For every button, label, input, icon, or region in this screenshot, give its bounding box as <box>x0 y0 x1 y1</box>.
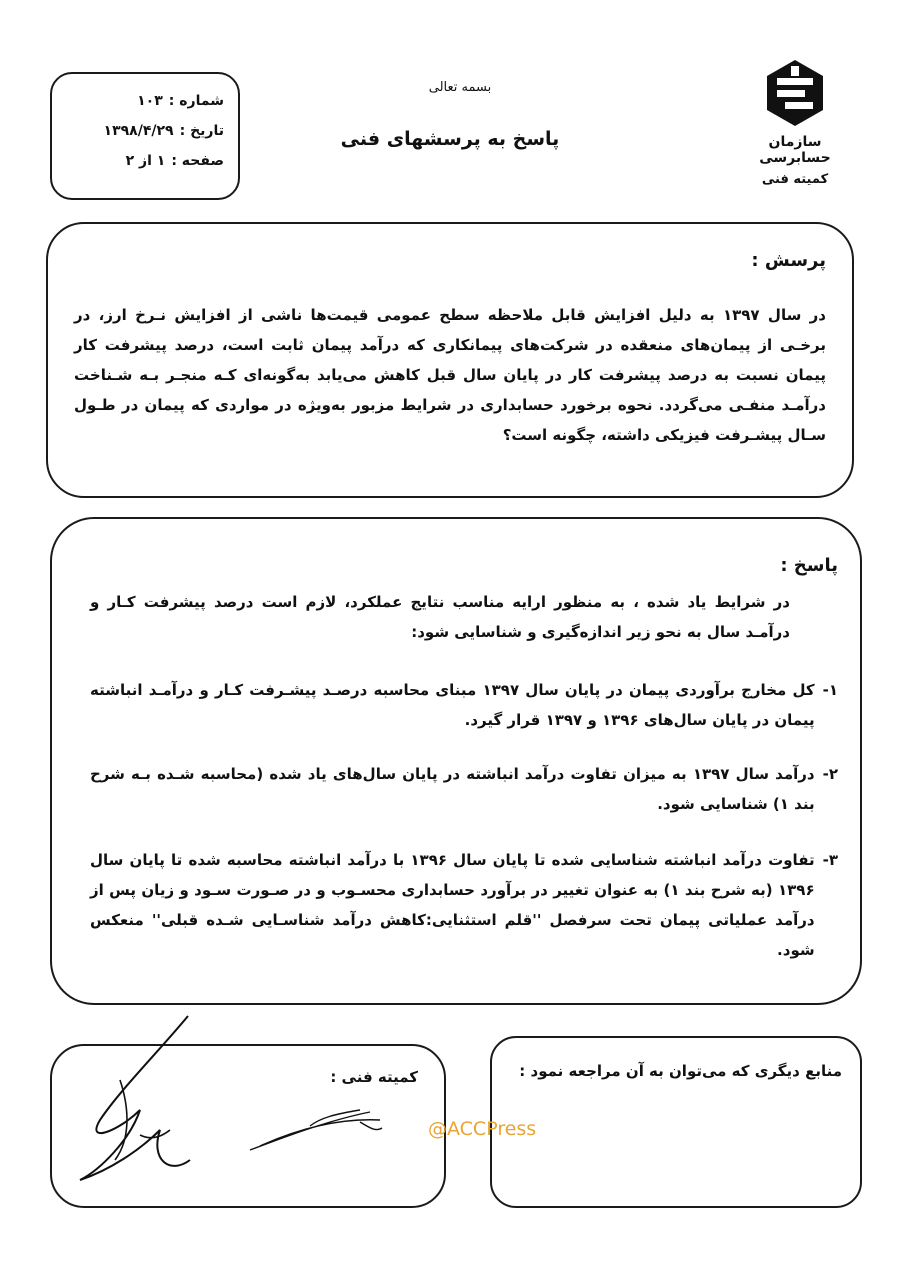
question-heading: پرسش : <box>751 250 826 271</box>
other-sources-box <box>490 1036 862 1208</box>
document-date <box>62 116 224 146</box>
audit-organization-logo-icon <box>763 58 827 128</box>
answer-box <box>50 517 862 1005</box>
number-value: ۱۰۳ <box>137 93 163 109</box>
document-number <box>62 86 224 116</box>
answer-heading: پاسخ : <box>780 555 838 576</box>
answer-intro: در شرایط یاد شده ، به منظور ارایه مناسب نتایج عملکرد، لازم است درصد پیشرفت کـار و درآمـد سال به نحو زیر اندازه‌گیری و شناسایی شود: <box>90 593 790 641</box>
page-title: پاسخ به پرسشهای فنی <box>340 128 560 150</box>
page-value: ۱ از ۲ <box>125 153 166 169</box>
watermark: @ACCPress <box>428 1118 537 1140</box>
question-box <box>46 222 854 498</box>
answer-item-number: ۳- <box>822 851 838 869</box>
answer-item-text: کل مخارج برآوردی پیمان در پایان سال ۱۳۹۷ مبنای محاسبه درصـد پیشـرفت کـار و درآمـد انباشته پیمان در پایان سال‌های ۱۳۹۶ و ۱۳۹۷ قرار گیرد. <box>90 681 815 729</box>
answer-item-number: ۱- <box>822 681 838 699</box>
organization-name: سازمان حسابرسی <box>759 134 831 166</box>
document-meta-box <box>50 72 240 200</box>
organization-department: کمیته فنی <box>761 172 829 187</box>
answer-item-text: درآمد سال ۱۳۹۷ به میزان تفاوت درآمد انباشته در پایان سال‌های یاد شده (محاسبه شـده بـه شرح بند ۱) شناسایی شود. <box>90 765 815 813</box>
document-page <box>62 146 224 176</box>
date-value: ۱۳۹۸/۴/۲۹ <box>103 123 174 139</box>
number-label: شماره : <box>168 93 224 109</box>
answer-item <box>90 675 838 735</box>
committee-label: کمیته فنی : <box>330 1068 418 1086</box>
answer-item-text: تفاوت درآمد انباشته شناسایی شده تا پایان سال ۱۳۹۶ با درآمد انباشته محاسبه شده تا پایان سال ۱۳۹۶ (به شرح بند ۱) به عنوان تغییر در برآورد حسابداری محسـوب و در صـورت سـود و زیان پس از درآمد عملیاتی پیمان تحت سرفصل ''قلم استثنایی:کاهش درآمد شناسـایی شـده قبلی'' منعکس شود. <box>90 851 815 959</box>
page-label: صفحه : <box>171 153 224 169</box>
basmala: بسمه تعالی <box>428 80 492 95</box>
question-text: در سال ۱۳۹۷ به دلیل افزایش قابل ملاحظه سطح عمومی قیمت‌ها ناشی از افزایش نـرخ ارز، در برخـی از پیمان‌های منعقده در شرکت‌های پیمانکاری که درآمد پیمان ثابت است، درصد پیشرفت کار پیمان نسبت به درصد پیشرفت کار در پایان سال قبل کاهش می‌یابد به‌گونه‌ای کـه منجـر بـه شـناخت درآمـد منفـی می‌گردد. نحوه برخورد حسابداری در شرایط مزبور به‌ویژه در مواردی که پیمان در طـول سـال پیشـرفت فیزیکی داشته، چگونه است؟ <box>74 306 826 444</box>
answer-item-number: ۲- <box>822 765 838 783</box>
sources-label: منابع دیگری که می‌توان به آن مراجعه نمود : <box>519 1062 842 1080</box>
answer-item <box>90 845 838 965</box>
signature-icon <box>60 1010 400 1200</box>
answer-item <box>90 759 838 819</box>
organization-logo <box>740 58 850 187</box>
date-label: تاریخ : <box>179 123 224 139</box>
